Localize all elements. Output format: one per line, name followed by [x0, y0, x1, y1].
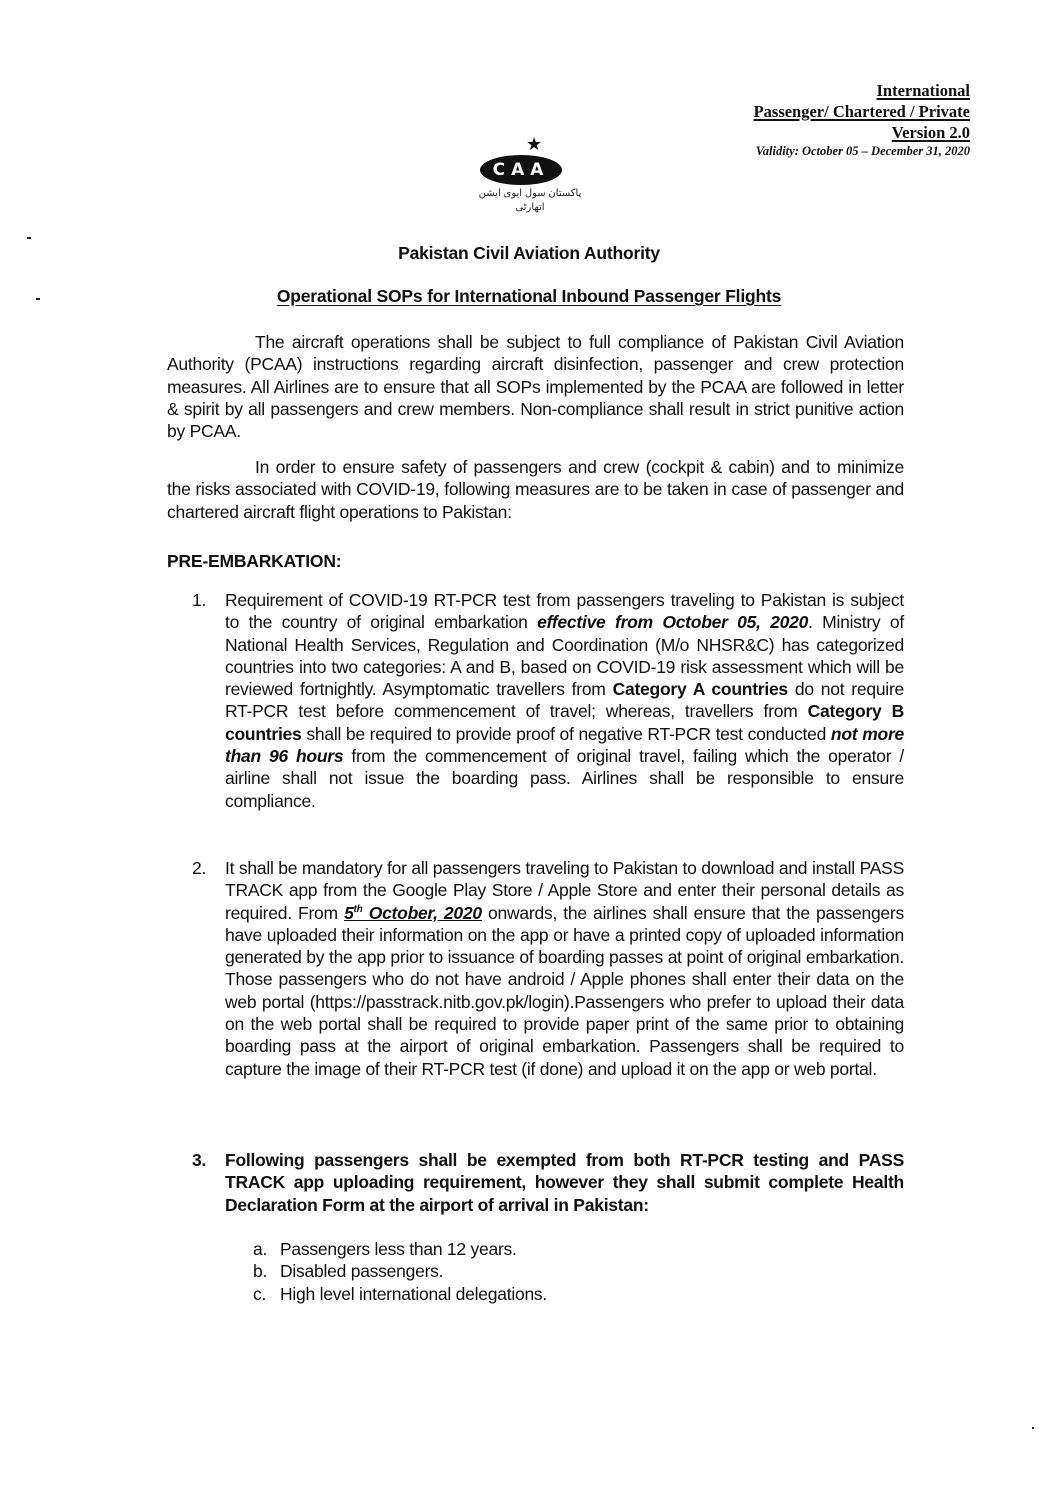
- document-title: Pakistan Civil Aviation Authority: [398, 243, 660, 263]
- category-a-emphasis: Category A countries: [612, 679, 788, 700]
- caa-logo: [475, 135, 585, 215]
- list-item-text: It shall be mandatory for all passengers traveling to Pakistan to download and install PASS TRACK app from the Google Play Store / Apple Store and enter their personal details as required. From 5th October, 2020 onwards, the airlines shall ensure that the passengers have uploaded their information on the app or have a printed copy of uploaded information generated by the app prior to issuance of boarding passes at point of original embarkation. Those passengers who do not have android / Apple phones shall enter their data on the web portal (https://passtrack.nitb.gov.pk/login).Passengers who prefer to upload their data on the web portal shall be required to provide paper print of the same prior to obtaining boarding pass at the airport of original embarkation. Passengers shall be required to capture the image of their RT-PCR test (if done) and upload it on the app or web portal.: [225, 858, 904, 1079]
- category-b-emphasis: Category B countries: [225, 701, 904, 744]
- star-icon: ★: [526, 134, 543, 154]
- document-header: [754, 80, 970, 159]
- list-item-2: [192, 857, 904, 1080]
- list-number: 1.: [192, 590, 207, 610]
- list-number: 2.: [192, 858, 207, 878]
- list-number: 3.: [192, 1150, 207, 1170]
- header-line-international: International: [876, 81, 970, 100]
- list-item-3: [192, 1149, 904, 1216]
- intro-paragraph-2: In order to ensure safety of passengers and crew (cockpit & cabin) and to minimize the risks associated with COVID-19, following measures are to be taken in case of passenger and chartered aircraft flight operations to Pakistan:: [167, 457, 904, 522]
- scan-speck: [36, 298, 40, 300]
- intro-paragraph-1: The aircraft operations shall be subject to full compliance of Pakistan Civil Aviation Authority (PCAA) instructions regarding aircraft disinfection, passenger and crew protection measures. All Airlines are to ensure that all SOPs implemented by the PCAA are followed in letter & spirit by all passengers and crew members. Non-compliance shall result in strict punitive action by PCAA.: [167, 332, 904, 442]
- 96-hours-emphasis: not more than 96 hours: [225, 723, 904, 767]
- pass-track-date-emphasis: 5th October, 2020: [344, 902, 482, 923]
- list-item-1: [192, 589, 904, 812]
- caa-logo-mark: CAA: [480, 155, 562, 185]
- urdu-caption: پاکستان سول ایوی ایشن اتھارٹی: [478, 188, 582, 213]
- document-subtitle: Operational SOPs for International Inbound Passenger Flights: [276, 286, 782, 306]
- scan-speck: [27, 237, 31, 239]
- effective-date-emphasis: effective from October 05, 2020: [537, 612, 809, 633]
- validity-dates: Validity: October 05 – December 31, 2020: [755, 144, 970, 158]
- header-line-category: Passenger/ Chartered / Private: [753, 102, 970, 121]
- document-page: International Passenger/ Chartered / Private Version 2.0 Validity: October 05 – December 31, 2020 ★ CAA پاکستان سول ایوی ایشن اتھارٹی Pakistan Civil Aviation Authority Operational SOPs for International Inbound Passenger Flights The aircraft operations shall be subject to full compliance of Pakistan Civil Aviation Authority (PCAA) instructions regarding aircraft disinfection, passenger and crew protection measures. All Airlines are to ensure that all SOPs implemented by the PCAA are followed in letter & spirit by all passengers and crew members. Non-compliance shall result in strict punitive action by PCAA. In order to ensure safety of passengers and crew (cockpit & cabin) and to minimize the risks associated with COVID-19, following measures are to be taken in case of passenger and chartered aircraft flight operations to Pakistan: PRE-EMBARKATION: 1. Requirement of COVID-19 RT-PCR test from passengers traveling to Pakistan is subject to the country of original embarkation effective from October 05, 2020. Ministry of National Health Services, Regulation and Coordination (M/o NHSR&C) has categorized countries into two categories: A and B, based on COVID-19 risk assessment which will be reviewed fortnightly. Asymptomatic travellers from Category A countries do not require RT-PCR test before commencement of travel; whereas, travellers from Category B countries shall be required to provide proof of negative RT-PCR test conducted not more than 96 hours from the commencement of original travel, failing which the operator / airline shall not issue the boarding pass. Airlines shall be responsible to ensure compliance. 2. It shall be mandatory for all passengers traveling to Pakistan to download and install PASS TRACK app from the Google Play Store / Apple Store and enter their personal details as required. From 5th October, 2020 onwards, the airlines shall ensure that the passengers have uploaded their information on the app or have a printed copy of uploaded information generated by the app prior to issuance of boarding passes at point of original embarkation. Those passengers who do not have android / Apple phones shall enter their data on the web portal (https://passtrack.nitb.gov.pk/login).Passengers who prefer to upload their data on the web portal shall be required to provide paper print of the same prior to obtaining boarding pass at the airport of original embarkation. Passengers shall be required to capture the image of their RT-PCR test (if done) and upload it on the app or web portal. 3. Following passengers shall be exempted from both RT-PCR testing and PASS TRACK app uploading requirement, however they shall submit complete Health Declaration Form at the airport of arrival in Pakistan: a. Passengers less than 12 years. b. Disabled passengers. c. High level international delegations.: [0, 0, 1058, 1496]
- scan-speck: [1032, 1427, 1034, 1429]
- header-line-version: Version 2.0: [891, 123, 970, 142]
- section-heading-pre-embarkation: PRE-EMBARKATION:: [167, 551, 342, 571]
- list-item-text: Requirement of COVID-19 RT-PCR test from passengers traveling to Pakistan is subject to the country of original embarkation effective from October 05, 2020. Ministry of National Health Services, Regulation and Coordination (M/o NHSR&C) has categorized countries into two categories: A and B, based on COVID-19 risk assessment which will be reviewed fortnightly. Asymptomatic travellers from Category A countries do not require RT-PCR test before commencement of travel; whereas, travellers from Category B countries shall be required to provide proof of negative RT-PCR test conducted not more than 96 hours from the commencement of original travel, failing which the operator / airline shall not issue the boarding pass. Airlines shall be responsible to ensure compliance.: [225, 590, 904, 811]
- list-item-text: Following passengers shall be exempted from both RT-PCR testing and PASS TRACK app uploading requirement, however they shall submit complete Health Declaration Form at the airport of arrival in Pakistan:: [225, 1150, 904, 1215]
